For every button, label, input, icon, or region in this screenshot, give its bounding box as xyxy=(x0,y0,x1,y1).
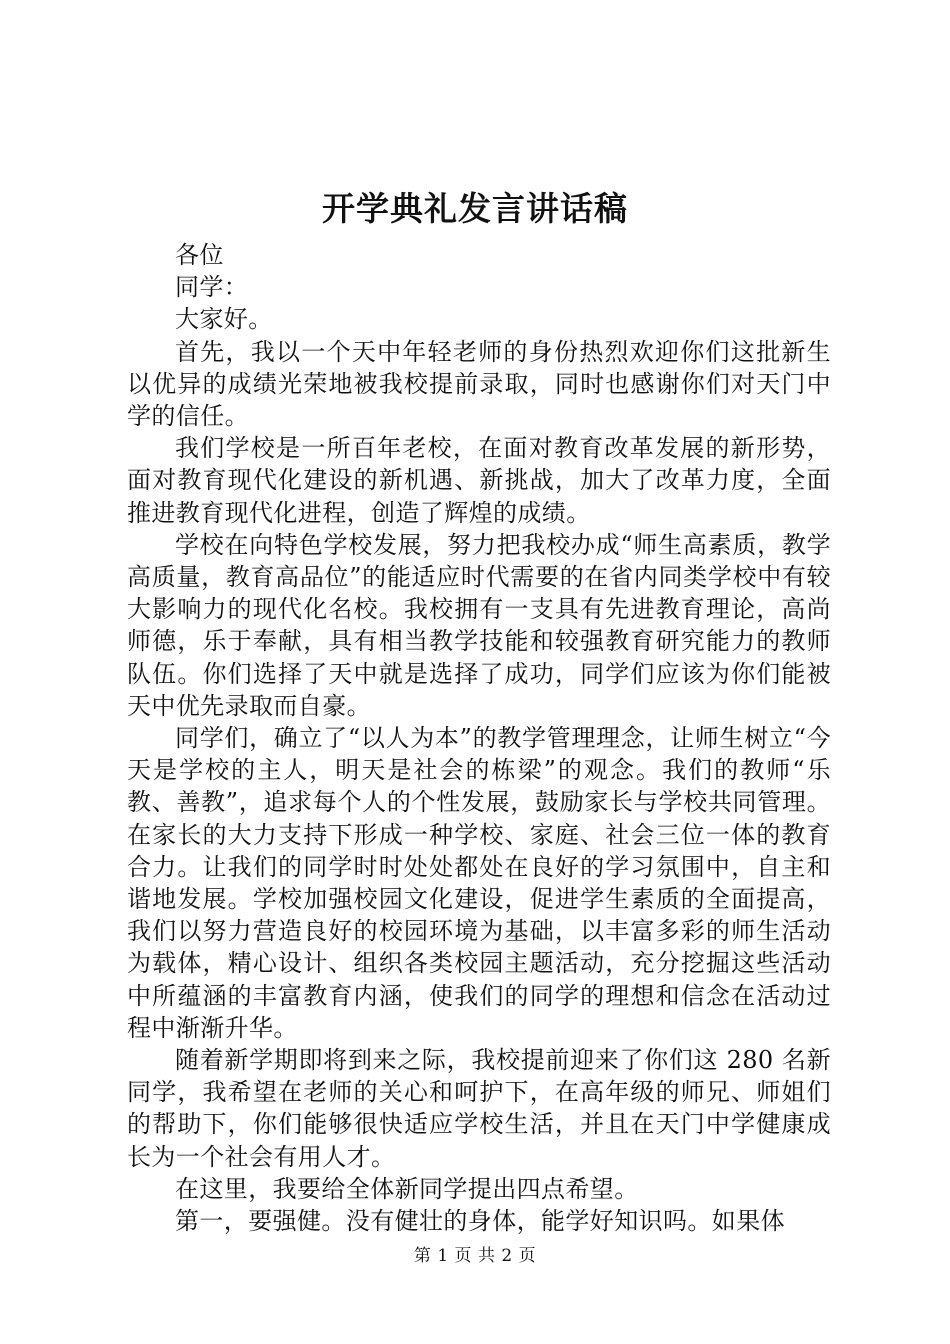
document-body xyxy=(127,239,831,1237)
salutation-line-1: 各位 xyxy=(175,241,224,269)
document-title: 开学典礼发言讲话稿 xyxy=(322,189,628,228)
body-paragraph: 第一，要强健。没有健壮的身体，能学好知识吗。如果体 xyxy=(175,1207,785,1236)
body-paragraph: 随着新学期即将到来之际，我校提前迎来了你们这 280 名新同学，我希望在老师的关心和呵护下，在高年级的师兄、师姐们的帮助下，你们能够很快适应学校生活，并且在天门中学健康成长为一个社会有用人才。 xyxy=(127,1046,831,1171)
body-paragraph: 学校在向特色学校发展，努力把我校办成“师生高素质，教学高质量，教育高品位”的能适应时代需要的在省内同类学校中有较大影响力的现代化名校。我校拥有一支具有先进教育理论，高尚师德，乐于奉献，具有相当教学技能和较强教育研究能力的教师队伍。你们选择了天中就是选择了成功，同学们应该为你们能被天中优先录取而自豪。 xyxy=(127,530,831,720)
body-paragraph: 首先，我以一个天中年轻老师的身份热烈欢迎你们这批新生以优异的成绩光荣地被我校提前录取，同时也感谢你们对天门中学的信任。 xyxy=(127,337,831,431)
body-paragraph: 同学们，确立了“以人为本”的教学管理理念，让师生树立“今天是学校的主人，明天是社会的栋梁”的观念。我们的教师“乐教、善教”，追求每个人的个性发展，鼓励家长与学校共同管理。在家长的大力支持下形成一种学校、家庭、社会三位一体的教育合力。让我们的同学时时处处都处在良好的学习氛围中，自主和谐地发展。学校加强校园文化建设，促进学生素质的全面提高，我们以努力营造良好的校园环境为基础，以丰富多彩的师生活动为载体，精心设计、组织各类校园主题活动，充分挖掘这些活动中所蕴涵的丰富教育内涵，使我们的同学的理想和信念在活动过程中渐渐升华。 xyxy=(127,724,831,1042)
greeting-line: 大家好。 xyxy=(175,305,273,334)
page-number-footer: 第 1 页 共 2 页 xyxy=(413,1246,537,1266)
body-paragraph: 在这里，我要给全体新同学提出四点希望。 xyxy=(175,1174,639,1203)
body-paragraph: 我们学校是一所百年老校，在面对教育改革发展的新形势，面对教育现代化建设的新机遇、新挑战，加大了改革力度，全面推进教育现代化进程，创造了辉煌的成绩。 xyxy=(127,434,831,527)
salutation-line-2: 同学： xyxy=(175,273,249,302)
